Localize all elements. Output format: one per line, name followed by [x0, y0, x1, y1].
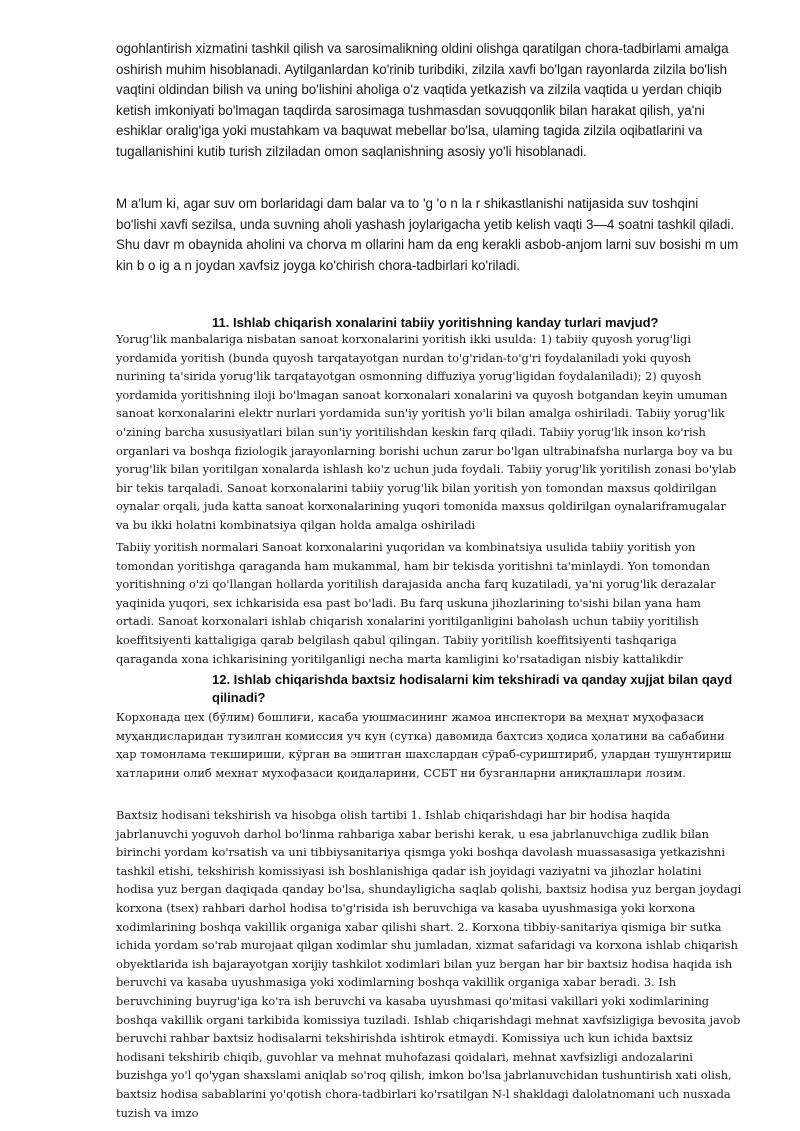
paragraph-natural-light: Yorug'lik manbalariga nisbatan sanoat korxonalarini yoritish ikki usulda: 1) tabiiy quyosh yorug'ligi yordamida yoritish (bunda quyosh tarqatayotgan nurdan to'g'ridan-to'g'ri foydalaniladi yoki quyosh nurining ta'sirida yorug'lik tarqatayotgan osmonning diffuziya yorug'ligidan foydalaniladi); 2) quyosh yordamida yoritishning iloji bo'lmagan sanoat korxonalari xonalarini va quyosh botgandan keyin umuman sanoat korxonalarini elektr nurlari yordamida sun'iy yoritish yo'li bilan amalga oshiriladi. Tabiiy yorug'lik o'zining barcha xususiyatlari bilan sun'iy yoritilishdan keskin farq qiladi. Tabiiy yorug'lik inson ko'rish organlari va boshqa fiziologik jarayonlarning borishi uchun zarur bo'lgan ultrabinafsha nurlarga boy va bu yorug'lik bilan yoritilgan xonalarda ishlash ko'z uchun juda foydali. Tabiiy yorug'lik yoritilish zonasi bo'ylab bir tekis tarqaladi. Sanoat korxonalarini tabiiy yorug'lik bilan yoritish yon tomondan maxsus qoldirilgan oynalar orqali, juda katta sanoat korxonalarining yuqori tomonida maxsus qoldirilgan oynalariframugalar va bu ikki holatni kombinatsiya qilgan holda amalga oshiriladi	[116, 332, 737, 532]
paragraph-light-norms: Tabiiy yoritish normalari Sanoat korxonalarini yuqoridan va kombinatsiya usulida tabiiy yoritish yon tomondan yoritishga qaraganda ham mukammal, ham bir tekisda yoritishni ta'minlaydi. Yon tomondan yoritishning o'zi qo'llangan hollarda yoritilish darajasida ancha farq kuzatiladi, ya'ni yorug'lik derazalar yaqinida yuqori, sex ichkarisida esa past bo'ladi. Bu farq uskuna jihozlarining to'sishi bilan yana ham ortadi. Sanoat korxonalari ishlab chiqarish xonalarini yoritilganligini baholash uchun tabiiy yoritilish koeffitsiyenti kattaligiga qarab belgilash qabul qilingan. Tabiiy yoritilish koeffitsiyenti tashqariga qaraganda xona ichkarisining yoritilganligi necha marta kamligini ko'rsatadigan nisbiy kattalikdir	[116, 540, 716, 666]
heading-question-12: 12. Ishlab chiqarishda baxtsiz hodisalarni kim tekshiradi va qanday xujjat bilan qayd qilinadi?	[212, 672, 733, 705]
paragraph-earthquake: ogohlantirish xizmatini tashkil qilish va sarosimalikning oldini olishga qaratilgan chora-tadbirlami amalga oshirish muhim hisoblanadi. Aytilganlardan ko'rinib turibdiki, zilzila xavfi bo'lgan rayonlarda zilzila bo'lish vaqtini oldindan bilish va uning bo'lishini aholiga o'z vaqtida yetkazish va zilzila vaqtida u yerdan chiqib ketish imkoniyati bo'lmagan taqdirda sarosimaga tushmasdan sovuqqonlik bilan harakat qilish, ya'ni eshiklar oralig'iga yoki mustahkam va baquwat mebellar bo'lsa, ulaming tagida zilzila oqibatlarini va tugallanishini kutib turish zilziladan omon saqlanishning asosiy yo'li hisoblanadi.	[116, 41, 729, 159]
paragraph-accident-cyrillic: Корхонада цех (бўлим) бошлиғи, касаба уюшмасининг жамоа инспектори ва меҳнат муҳофазаси муҳандисларидан тузилган комиссия уч кун (сутка) давомида бахтсиз ҳодиса ҳолатини ва сабабини ҳар томонлама текшириши, кўрган ва эшитган шахслардан сўраб-суриштириб, улардан тушунтириш хатларини олиб мехнат мухофазаси қоидаларини, ССБТ ни бузганларни аниқлашлари лозим.	[116, 710, 732, 780]
heading-question-11: 11. Ishlab chiqarish xonalarini tabiiy yoritishning kanday turlari mavjud?	[212, 315, 659, 330]
paragraph-accident-procedure: Baxtsiz hodisani tekshirish va hisobga olish tartibi 1. Ishlab chiqarishdagi har bir hodisa haqida jabrlanuvchi yoguvoh darhol bo'linma rahbariga xabar berishi kerak, u esa jabrlanuvchiga zudlik bilan birinchi yordam ko'rsatish va uni tibbiysanitariya qismga yoki boshqa davolash muassasasiga yetkazishni tashkil etishi, tekshirish komissiyasi ish boshlanishiga qadar ish joyidagi vaziyatni va jihozlar holatini hodisa yuz bergan daqiqada qanday bo'lsa, shundayligicha saqlab qolishi, baxtsiz hodisa yuz bergan joydagi korxona (tsex) rahbari darhol hodisa to'g'risida ish beruvchiga va kasaba uyushmasiga yoki korxona xodimlarining boshqa vakillik organiga xabar qilishi shart. 2. Korxona tibbiy-sanitariya qismiga bir sutka ichida yordam so'rab murojaat qilgan xodimlar shu jumladan, xizmat safaridagi va korxona ishlab chiqarish obyektlarida ish bajarayotgan xorijiy tashkilot xodimlari bilan yuz bergan har bir baxtsiz hodisa haqida ish beruvchi va kasaba uyushmasiga yoki xodimlarning boshqa vakillik organiga xabar beradi. 3. Ish beruvchining buyrug'iga ko'ra ish beruvchi va kasaba uyushmasi qo'mitasi vakillari yoki xodimlarining boshqa vakillik organi tarkibida komissiya tuziladi. Ishlab chiqarishdagi mehnat xavfsizligiga bevosita javob beruvchi rahbar baxtsiz hodisalarni tekshirishda ishtirok etmaydi. Komissiya uch kun ichida baxtsiz hodisani tekshirib chiqib, guvohlar va mehnat muhofazasi qoidalari, mehnat xavfsizligi andozalarini buzishga yo'l qo'ygan shaxslami aniqlab so'roq qilish, imkon bo'lsa jabrlanuvchidan tushuntirish xati olish, baxtsiz hodisa sabablarini yo'qotish chora-tadbirlari ko'rsatilgan N-l shakldagi dalolatnomani uch nusxada tuzish va imzo	[116, 808, 742, 1120]
paragraph-flood: M a'lum ki, agar suv om borlaridagi dam balar va to 'g 'o n la r shikastlanishi natijasida suv toshqini bo'lishi xavfi sezilsa, unda suvning aholi yashash joylarigacha yetib kelish vaqti 3—4 soatni tashkil qiladi. Shu davr m obaynida aholini va chorva m ollarini ham da eng kerakli asbob-anjom larni suv bosishi m um kin b o ig a n joydan xavfsiz joyga ko'chirish chora-tadbirlari ko'riladi.	[116, 196, 739, 273]
